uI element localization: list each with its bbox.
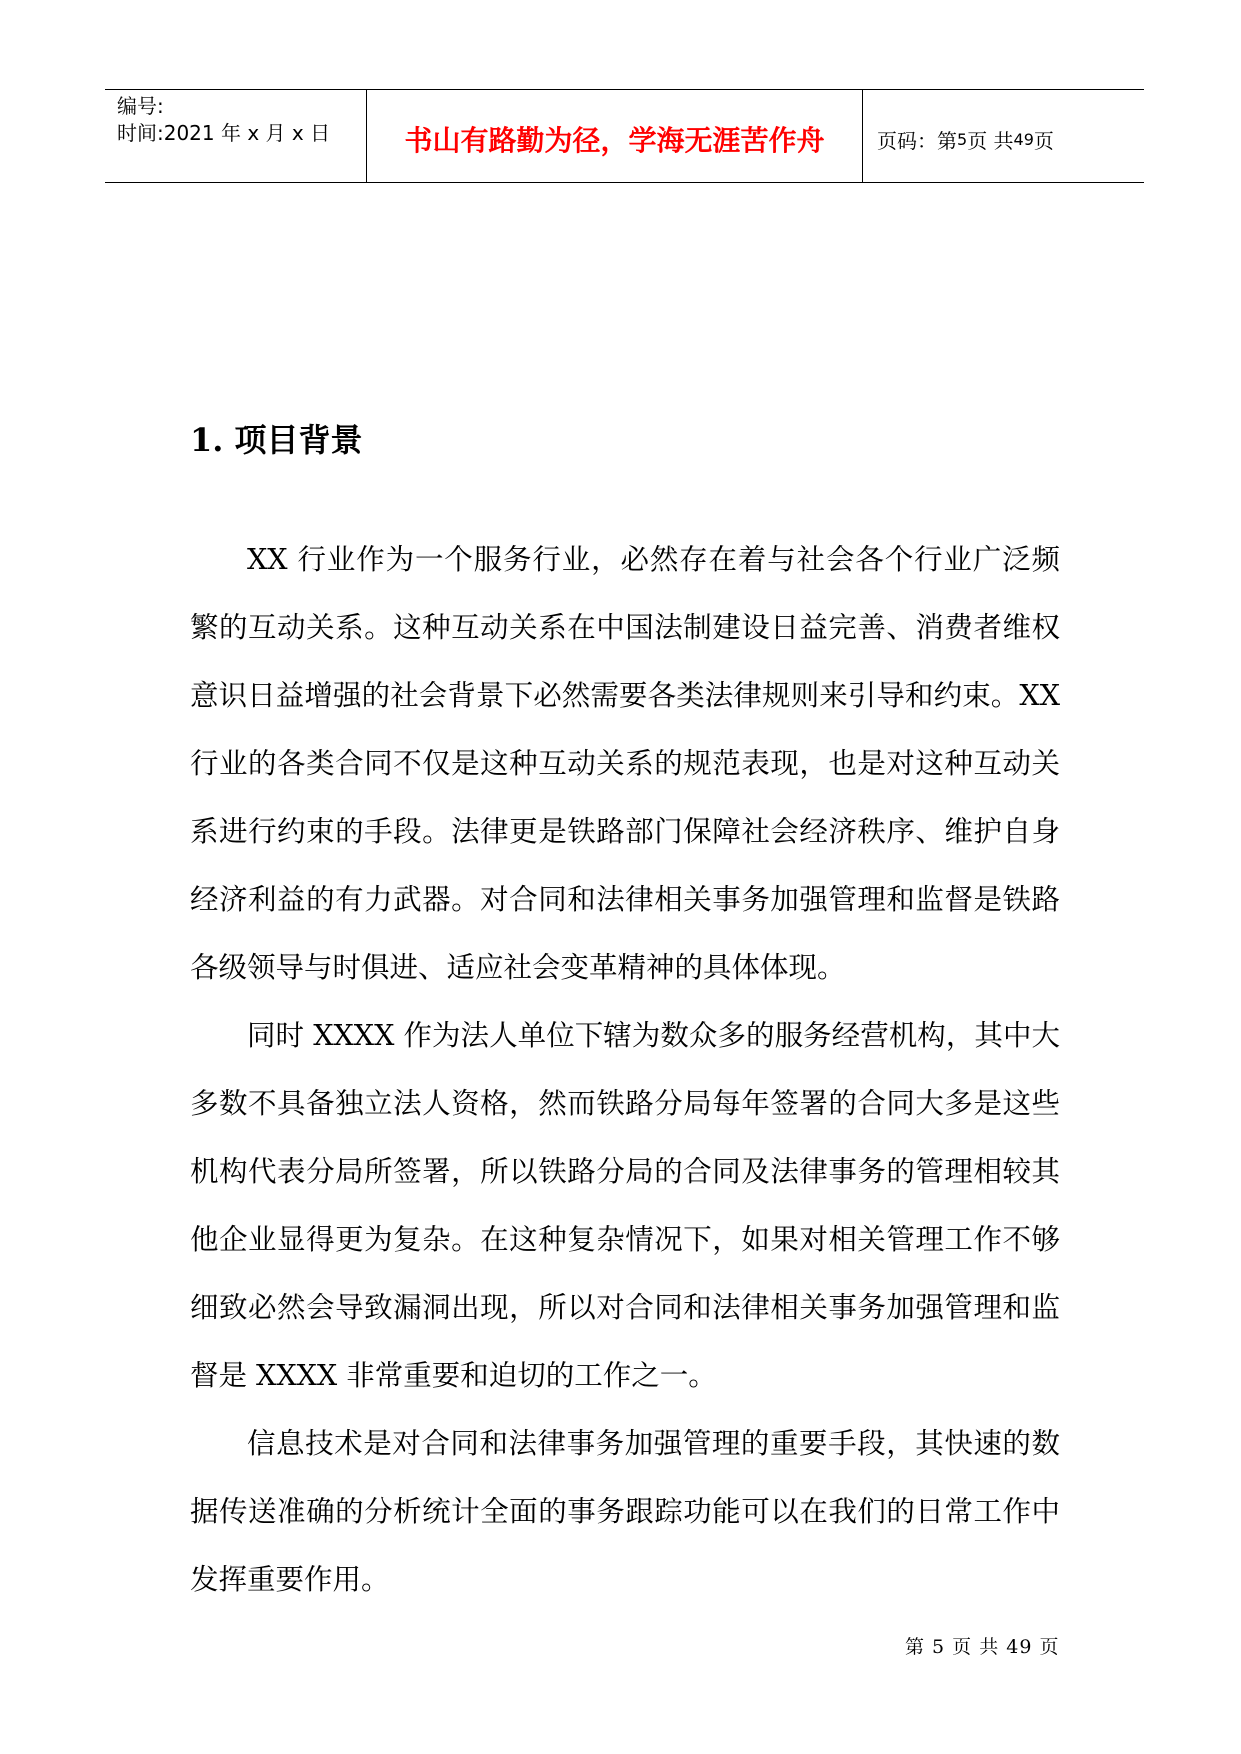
header-meta: [105, 90, 367, 182]
header-motto-cell: [367, 90, 863, 182]
header-motto: 书山有路勤为径，学海无涯苦作舟: [404, 124, 825, 157]
document-number-label: 编号:: [117, 94, 164, 118]
page-footer: 第 5 页 共 49 页: [905, 1636, 1060, 1658]
body-text: [190, 526, 1060, 1614]
document-time-label: 时间:2021 年 x 月 x 日: [117, 121, 331, 145]
page-code-suffix: 页: [1033, 128, 1054, 153]
page-code-middle: 页 共: [967, 128, 1014, 153]
page-code-prefix: 页码：第: [877, 128, 957, 153]
section-number: 1.: [190, 421, 224, 459]
page-code-current: 5: [957, 129, 968, 149]
section-title: 项目背景: [234, 421, 363, 459]
paragraph-1: XX 行业作为一个服务行业，必然存在着与社会各个行业广泛频繁的互动关系。这种互动关系在中国法制建设日益完善、消费者维权意识日益增强的社会背景下必然需要各类法律规则来引导和约束。XX 行业的各类合同不仅是这种互动关系的规范表现，也是对这种互动关系进行约束的手段。法律更是铁路部门保障社会经济秩序、维护自身经济利益的有力武器。对合同和法律相关事务加强管理和监督是铁路各级领导与时俱进、适应社会变革精神的具体体现。: [190, 543, 1060, 984]
page-header: [105, 89, 1144, 183]
section-heading: [190, 418, 363, 462]
header-page-code: [863, 90, 1144, 182]
paragraph-2: 同时 XXXX 作为法人单位下辖为数众多的服务经营机构，其中大多数不具备独立法人资格，然而铁路分局每年签署的合同大多是这些机构代表分局所签署，所以铁路分局的合同及法律事务的管理相较其他企业显得更为复杂。在这种复杂情况下，如果对相关管理工作不够细致必然会导致漏洞出现，所以对合同和法律相关事务加强管理和监督是 XXXX 非常重要和迫切的工作之一。: [190, 1019, 1060, 1392]
page-code-total: 49: [1013, 129, 1034, 149]
paragraph-3: 信息技术是对合同和法律事务加强管理的重要手段，其快速的数据传送准确的分析统计全面的事务跟踪功能可以在我们的日常工作中发挥重要作用。: [190, 1427, 1060, 1596]
